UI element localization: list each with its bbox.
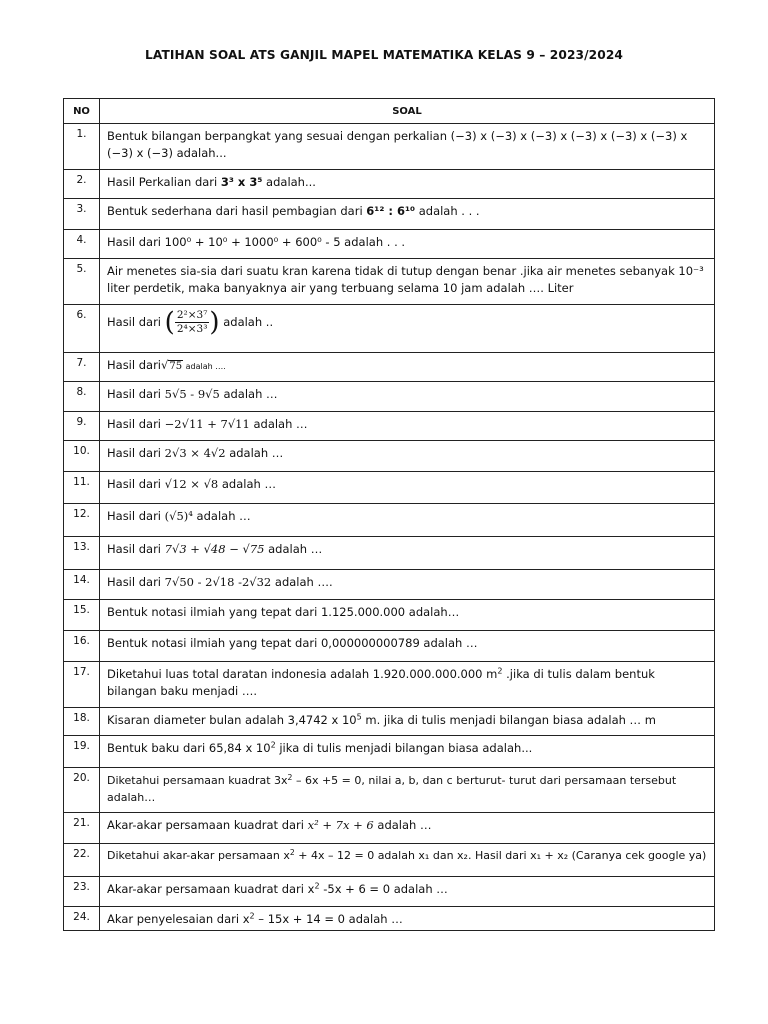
expression: 3³ x 3⁵ xyxy=(220,175,263,189)
question-text xyxy=(100,353,715,382)
question-number: 23. xyxy=(64,877,100,907)
table-row xyxy=(64,441,715,472)
question-text xyxy=(100,877,715,907)
question-prefix: Hasil dari xyxy=(107,315,165,329)
question-text-part: Akar penyelesaian dari x xyxy=(107,912,250,926)
question-text xyxy=(100,259,715,305)
table-row xyxy=(64,170,715,199)
question-text xyxy=(100,170,715,199)
table-row xyxy=(64,631,715,662)
question-text-part: Diketahui akar-akar persamaan x xyxy=(107,849,290,862)
question-number: 4. xyxy=(64,230,100,259)
question-prefix: Hasil dari xyxy=(107,235,165,249)
question-text xyxy=(100,305,715,353)
question-text-part: – 6x +5 = 0, nilai a, b, dan c berturut- turut dari persamaan tersebut adalah… xyxy=(107,774,677,804)
table-row xyxy=(64,600,715,631)
expression: 10⁻³ xyxy=(678,264,704,278)
question-suffix: adalah … xyxy=(373,818,432,832)
question-number: 1. xyxy=(64,124,100,170)
question-text-part: jika di tulis menjadi bilangan biasa adalah... xyxy=(275,741,533,755)
question-text xyxy=(100,768,715,813)
question-number: 19. xyxy=(64,736,100,768)
expression: 7√50 - 2√18 -2√32 xyxy=(164,575,272,589)
radicand: 75 xyxy=(169,361,183,372)
question-number: 8. xyxy=(64,382,100,412)
question-text-part: .jika di tulis dalam bentuk bilangan baku menjadi …. xyxy=(107,667,655,698)
expression: 6¹² : 6¹⁰ xyxy=(366,204,416,218)
question-table xyxy=(63,98,715,931)
question-number: 3. xyxy=(64,199,100,230)
superscript: 2 xyxy=(249,911,255,921)
table-row xyxy=(64,877,715,907)
question-prefix: Hasil dari xyxy=(107,542,165,556)
question-text xyxy=(100,570,715,600)
question-number: 12. xyxy=(64,504,100,537)
question-text xyxy=(100,736,715,768)
superscript: 2 xyxy=(287,772,293,782)
question-number: 22. xyxy=(64,844,100,877)
question-suffix: adalah … xyxy=(249,417,308,431)
right-paren: ) xyxy=(209,307,220,338)
question-number: 7. xyxy=(64,353,100,382)
question-text-part: -5x + 6 = 0 adalah … xyxy=(319,882,448,896)
superscript: 2 xyxy=(289,847,295,857)
table-row xyxy=(64,124,715,170)
question-text-part: Akar-akar persamaan kuadrat dari x xyxy=(107,882,315,896)
question-prefix: Hasil dari xyxy=(107,477,165,491)
question-suffix: adalah …. xyxy=(183,362,226,371)
expression: −2√11 + 7√11 xyxy=(164,417,250,431)
table-row xyxy=(64,412,715,441)
expression: (√5)⁴ xyxy=(164,509,193,523)
superscript: 2 xyxy=(270,740,276,750)
question-suffix: adalah . . . xyxy=(340,235,406,249)
question-text-part: Kisaran diameter bulan adalah 3,4742 x 10 xyxy=(107,713,357,727)
question-number: 24. xyxy=(64,907,100,931)
page-title: LATIHAN SOAL ATS GANJIL MAPEL MATEMATIKA KELAS 9 – 2023/2024 xyxy=(145,48,623,62)
question-number: 6. xyxy=(64,305,100,353)
question-text-part: Air menetes sia-sia dari suatu kran karena tidak di tutup dengan benar .jika air menetes sebanyak xyxy=(107,264,679,278)
question-text xyxy=(100,813,715,844)
superscript: 2 xyxy=(497,666,503,676)
question-suffix: adalah … xyxy=(225,446,284,460)
question-suffix: adalah … xyxy=(219,387,278,401)
question-number: 21. xyxy=(64,813,100,844)
question-text-part: liter perdetik, maka banyaknya air yang terbuang selama 10 jam adalah …. Liter xyxy=(107,281,574,295)
question-text xyxy=(100,412,715,441)
fraction-denominator: 2⁴×3³ xyxy=(176,323,208,335)
table-row xyxy=(64,472,715,504)
question-text xyxy=(100,230,715,259)
column-header-soal: SOAL xyxy=(100,99,715,124)
question-number: 10. xyxy=(64,441,100,472)
question-prefix: Akar-akar persamaan kuadrat dari xyxy=(107,818,308,832)
question-prefix: Hasil dari xyxy=(107,575,165,589)
table-row xyxy=(64,907,715,931)
question-text xyxy=(100,662,715,708)
table-row xyxy=(64,504,715,537)
question-text xyxy=(100,844,715,877)
question-prefix: Hasil dari xyxy=(107,387,165,401)
question-prefix: Hasil dari xyxy=(107,509,165,523)
question-number: 5. xyxy=(64,259,100,305)
question-prefix: Hasil dari xyxy=(107,358,162,372)
question-prefix: Hasil Perkalian dari xyxy=(107,175,221,189)
expression: 2√3 × 4√2 xyxy=(164,446,226,460)
table-row xyxy=(64,708,715,736)
question-text xyxy=(100,708,715,736)
table-row xyxy=(64,768,715,813)
table-row xyxy=(64,813,715,844)
table-row xyxy=(64,844,715,877)
table-row xyxy=(64,736,715,768)
question-suffix: adalah …. xyxy=(271,575,333,589)
question-suffix: adalah... xyxy=(262,175,316,189)
question-number: 15. xyxy=(64,600,100,631)
question-text xyxy=(100,199,715,230)
question-number: 17. xyxy=(64,662,100,708)
question-number: 16. xyxy=(64,631,100,662)
expression: 7√3 + √48 − √75 xyxy=(164,542,265,556)
superscript: 5 xyxy=(356,712,362,722)
question-text xyxy=(100,504,715,537)
table-row xyxy=(64,570,715,600)
question-text: Bentuk notasi ilmiah yang tepat dari 0,000000000789 adalah … xyxy=(100,631,715,662)
question-suffix: adalah … xyxy=(264,542,323,556)
column-header-no: NO xyxy=(64,99,100,124)
question-number: 13. xyxy=(64,537,100,570)
question-prefix: Hasil dari xyxy=(107,446,165,460)
table-row xyxy=(64,305,715,353)
expression: 100⁰ + 10⁰ + 1000⁰ + 600⁰ - 5 xyxy=(164,235,341,249)
question-text-part: m. jika di tulis menjadi bilangan biasa adalah … m xyxy=(361,713,656,727)
table-row xyxy=(64,230,715,259)
question-number: 11. xyxy=(64,472,100,504)
question-suffix: adalah … xyxy=(192,509,251,523)
expression: 5√5 - 9√5 xyxy=(164,387,220,401)
question-number: 9. xyxy=(64,412,100,441)
radical: √75 xyxy=(161,358,183,372)
question-text xyxy=(100,441,715,472)
table-row xyxy=(64,199,715,230)
table-row xyxy=(64,662,715,708)
question-number: 20. xyxy=(64,768,100,813)
question-text-part: – 15x + 14 = 0 adalah … xyxy=(254,912,403,926)
question-text xyxy=(100,907,715,931)
question-text-part: Bentuk baku dari 65,84 x 10 xyxy=(107,741,271,755)
question-text xyxy=(100,472,715,504)
question-prefix: Hasil dari xyxy=(107,417,165,431)
table-header-row xyxy=(64,99,715,124)
question-text xyxy=(100,537,715,570)
question-text: Bentuk bilangan berpangkat yang sesuai dengan perkalian (−3) x (−3) x (−3) x (−3) x (−3) x (−3) x (−3) x (−3) adalah... xyxy=(100,124,715,170)
fraction-numerator: 2²×3⁷ xyxy=(176,309,208,321)
table-row xyxy=(64,382,715,412)
question-text-part: Diketahui luas total daratan indonesia adalah 1.920.000.000.000 m xyxy=(107,667,498,681)
question-number: 2. xyxy=(64,170,100,199)
question-text-part: Diketahui persamaan kuadrat 3x xyxy=(107,774,288,787)
question-suffix: adalah . . . xyxy=(415,204,480,218)
expression: √12 × √8 xyxy=(164,477,219,491)
fraction xyxy=(175,309,210,336)
question-text xyxy=(100,382,715,412)
expression: x² + 7x + 6 xyxy=(307,818,374,832)
question-number: 18. xyxy=(64,708,100,736)
question-text: Bentuk notasi ilmiah yang tepat dari 1.125.000.000 adalah… xyxy=(100,600,715,631)
question-suffix: adalah … xyxy=(218,477,276,491)
question-suffix: adalah .. xyxy=(219,315,274,329)
question-text-part: + 4x – 12 = 0 adalah x₁ dan x₂. Hasil dari x₁ + x₂ (Caranya cek google ya) xyxy=(294,849,707,862)
table-row xyxy=(64,353,715,382)
question-prefix: Bentuk sederhana dari hasil pembagian dari xyxy=(107,204,367,218)
superscript: 2 xyxy=(314,881,320,891)
left-paren: ( xyxy=(164,307,175,338)
question-number: 14. xyxy=(64,570,100,600)
table-row xyxy=(64,259,715,305)
table-row xyxy=(64,537,715,570)
